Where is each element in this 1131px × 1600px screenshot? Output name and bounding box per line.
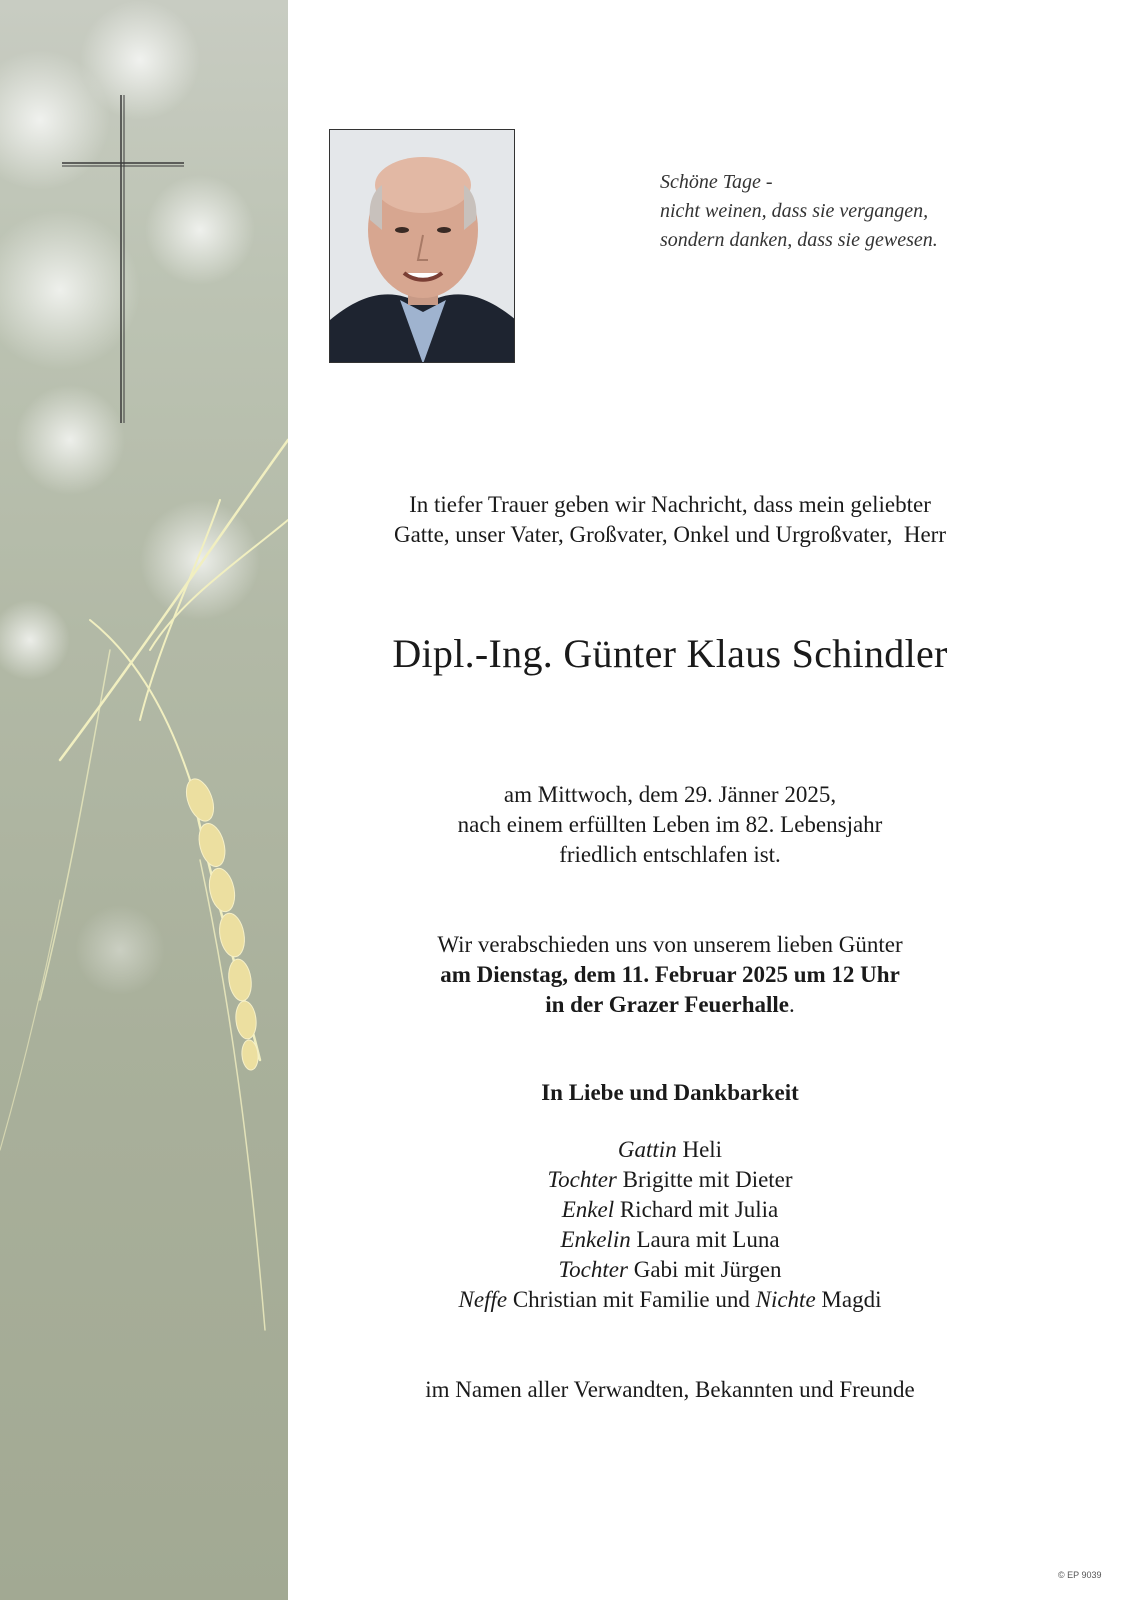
family-member [330, 1195, 1010, 1225]
farewell-date: am Dienstag, dem 11. Februar 2025 um 12 Uhr [440, 962, 900, 987]
family-role: Tochter [558, 1257, 628, 1282]
portrait-photo [329, 129, 515, 363]
announcement-intro [330, 490, 1010, 550]
deceased-name: Dipl.-Ing. Günter Klaus Schindler [392, 631, 948, 676]
family-names: Magdi [815, 1287, 882, 1312]
family-member [330, 1285, 1010, 1315]
family-role: Gattin [617, 1137, 677, 1162]
family-names: Gabi mit Jürgen [627, 1257, 782, 1282]
wheat-cross-illustration [0, 0, 288, 1600]
memorial-quote [660, 168, 1020, 255]
family-names: Christian mit Familie und [507, 1287, 756, 1312]
farewell-location: in der Grazer Feuerhalle [545, 992, 790, 1017]
family-role: Enkelin [560, 1227, 631, 1252]
family-member [330, 1225, 1010, 1255]
family-role: Neffe [458, 1287, 508, 1312]
intro-line: Gatte, unser Vater, Großvater, Onkel und Urgroßvater, Herr [393, 522, 947, 547]
family-list [330, 1135, 1010, 1315]
family-member [330, 1255, 1010, 1285]
family-names: Heli [676, 1137, 723, 1162]
family-names: Laura mit Luna [630, 1227, 780, 1252]
death-details [330, 780, 1010, 870]
family-names: Richard mit Julia [614, 1197, 779, 1222]
closing-line: im Namen aller Verwandten, Bekannten und Freunde [425, 1377, 915, 1402]
wheat-ear-icon [181, 775, 259, 1070]
family-role: Enkel [561, 1197, 615, 1222]
print-code: © EP 9039 [1058, 1570, 1102, 1580]
family-member [330, 1165, 1010, 1195]
quote-line: nicht weinen, dass sie vergangen, [660, 200, 929, 222]
death-line: am Mittwoch, dem 29. Jänner 2025, [503, 782, 837, 807]
family-role: Nichte [755, 1287, 816, 1312]
death-line: nach einem erfüllten Leben im 82. Lebensjahr [457, 812, 883, 837]
family-names: Brigitte mit Dieter [616, 1167, 793, 1192]
farewell-location-line [330, 990, 1010, 1020]
love-heading: In Liebe und Dankbarkeit [541, 1080, 799, 1105]
farewell-line: Wir verabschieden uns von unserem lieben Günter [437, 932, 903, 957]
quote-line: sondern danken, dass sie gewesen. [660, 229, 938, 251]
farewell-details [330, 930, 1010, 1020]
family-member [330, 1135, 1010, 1165]
death-line: friedlich entschlafen ist. [559, 842, 781, 867]
family-role: Tochter [547, 1167, 617, 1192]
quote-line: Schöne Tage - [660, 171, 773, 193]
intro-line: In tiefer Trauer geben wir Nachricht, dass mein geliebter [409, 492, 931, 517]
decorative-side-panel [0, 0, 288, 1600]
farewell-period: . [789, 992, 795, 1017]
